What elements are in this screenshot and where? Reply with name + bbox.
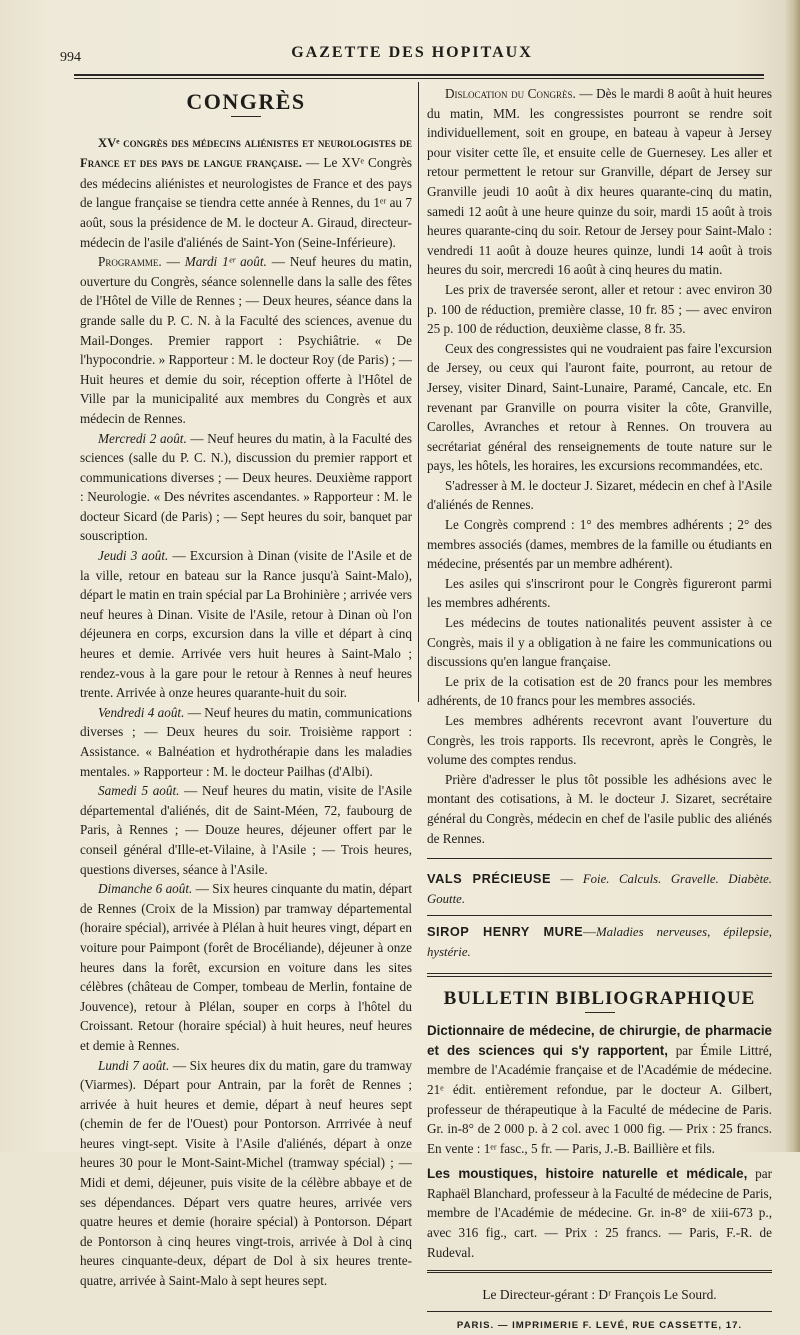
- header-rule-thin: [74, 78, 764, 79]
- bulletin-title: BULLETIN BIBLIOGRAPHIQUE: [443, 987, 756, 1009]
- dimanche-text: Six heures cinquante du matin, départ de Rennes (Croix de la Mission) par tramway départemental (horaire spécial), arrivée à Plélan à huit heures vingt, départ en voiture pour Paimpont (forêt de Brocéliande), déjeuner à onze heures dans la forêt, excursion en voiture dans les sites célèbres (château de Comper, tombeau de Merlin, fontaine de Jouvence), retour à Plélan, souper en corps à l'hôtel du Croissant. Retour (horaire spécial) à huit heures, neuf heures et demie à Rennes.: [80, 881, 412, 1053]
- lundi-label: Lundi 7 août.: [98, 1057, 170, 1073]
- page-number: 994: [60, 50, 81, 65]
- jeudi-paragraph: Jeudi 3 août. — Excursion à Dinan (visite de l'Asile et de la ville, retour en bateau sur la Rance jusqu'à Saint-Malo), départ le matin en train spécial par La Brohinière ; arrivée vers neuf heures à Dinan. Visite de l'Asile, retour à Dinan où l'on déjeunera en corps, excursion dans la ville et départ à cinq heures et demie. Arrivée vers huit heures à Saint-Malo ; rendez-vous à la gare pour le retour à Rennes à neuf heures trente. Arrivée à onze heures quarante-huit du soir.: [80, 548, 412, 701]
- advert-sirop-brand: SIROP HENRY MURE: [427, 924, 584, 940]
- bib-entry-dictionnaire-text: par Émile Littré, membre de l'Académie française et de l'Académie de médecine. 21ᵉ édit. entièrement refondue, par le docteur A. Gilbert, professeur de thérapeutique à la Faculté de médecine de Paris. Gr. in-8° de 2 000 p. à 2 col. avec 1 000 fig. — Prix : 25 francs. En vente : 1ᵉʳ fasc., 5 fr. — Paris, J.-B. Baillière et fils.: [427, 1042, 773, 1156]
- page-header: [60, 42, 764, 72]
- samedi-label: Samedi 5 août.: [98, 783, 180, 799]
- advert-sirop: SIROP HENRY MURE—Maladies nerveuses, épilepsie, hystérie.: [427, 924, 772, 959]
- ad-rule-middle: [427, 915, 772, 916]
- dislocation-paragraph: Dislocation du Congrès. — Dès le mardi 8 août à huit heures du matin, MM. les congressistes pourront se rendre soit individuellement, soit en groupe, en bateau à vapeur à Jersey pour visiter cette île, et ensuite celle de Guernesey. Les aller et retour permettent le retour sur Granville, départ de Jersey sur Granville jeudi 10 août à dix heures quarante-cinq du matin, samedi 12 août à une heure quinze du soir, mardi 15 août à trois heures quarante-cinq du soir. Retour de Jersey pour Saint-Malo : vendredi 11 août à douze heures quinze, lundi 14 août à trois heures du soir, mercredi 16 août à cinq heures du matin.: [427, 86, 772, 278]
- ceux-paragraph: Ceux des congressistes qui ne voudraient pas faire l'excursion de Jersey, ou ceux qui l'auront faite, pourront, au retour de Jersey, visiter Dinard, Saint-Lunaire, Paramé, Cancale, etc. En revenant par Granville on pourra visiter la côte, Granville, Carolles, Avranches et retour à Rennes. On trouvera au secrétariat général des renseignements de toute nature sur le pays, les hôtels, les horaires, les excursions recommandées, etc.: [427, 340, 772, 474]
- advert-vals: VALS PRÉCIEUSE — Foie. Calculs. Gravelle. Diabète. Goutte.: [427, 871, 773, 906]
- bib-entry-dictionnaire-lead: [427, 1021, 772, 1158]
- printer-rule: [427, 1311, 772, 1312]
- lundi-text: Six heures dix du matin, gare du tramway (Viarmes). Départ pour Antrain, par la forêt de Rennes ; arrivée à huit heures et demie, départ à neuf heures sept (chemin de fer de l'Ouest) pour Pontorson. Arrrivée à neuf heures vingt-sept. Visite à l'Asile d'aliénés, départ à onze heures 30 pour le Mont-Saint-Michel (tramway spécial) ; — Midi et demi, déjeuner, puis visite de la célèbre abbaye et de ses dépendances. Départ vers quatre heures, arrivée vers quatre heures et demie (horaire spécial) à Pontorson. Départ de Pontorson à cinq heures vingt-trois, arrivée à Dol à cinq heures cinquante-deux, départ de Dol à six heures trente-quatre, arrivée à Saint-Malo à sept heures sept.: [80, 1057, 413, 1289]
- printer-credit: PARIS. — IMPRIMERIE F. LEVÉ, RUE CASSETTE, 17.: [456, 1319, 743, 1331]
- mercredi-label: Mercredi 2 août.: [98, 430, 187, 446]
- advert-vals-brand: VALS PRÉCIEUSE: [427, 871, 552, 887]
- column-divider: [418, 82, 419, 702]
- dislocation-text: Dès le mardi 8 août à huit heures du matin, MM. les congressistes pourront se rendre soit individuellement, soit en groupe, en bateau à vapeur à Jersey pour visiter cette île, et ensuite celle de Guernesey. Les aller et retour permettent le retour sur Granville, départ de Jersey sur Granville jeudi 10 août à dix heures quarante-cinq du matin, samedi 12 août à une heure quinze du soir, mardi 15 août à trois heures quarante-cinq du soir. Retour de Jersey pour Saint-Malo : vendredi 11 août à douze heures quinze, lundi 14 août à trois heures du soir, mercredi 16 août à cinq heures du matin.: [427, 86, 772, 278]
- congress-paragraph: XVᵉ congrès des médecins aliénistes et neurologistes de France et des pays de langue française. — Le XVᵉ Congrès des médecins aliénistes et neurologistes de France et des pays de langue française se tiendra cette année à Rennes, du 1ᵉʳ au 7 août, sous la présidence de M. le docteur A. Giraud, directeur-médecin de l'asile d'aliénés de Saint-Yon (Seine-Inférieure).: [80, 135, 412, 250]
- medecins-paragraph: Les médecins de toutes nationalités peuvent assister à ce Congrès, mais il y a obligation à ne faire les communications ou discussions qu'en langue française.: [427, 615, 772, 670]
- header-rule: [74, 74, 764, 76]
- journal-title: GAZETTE DES HOPITAUX: [291, 44, 533, 61]
- mardi-text: Neuf heures du matin, ouverture du Congrès, séance solennelle dans la salle des fêtes de l'Hôtel de Ville de Rennes ; — Deux heures, séance dans la grande salle du P. C. N. à la Faculté des sciences, avenue du Mail-Donges. Premier rapport : Psychiâtrie. « De l'hypocondrie. » Rapporteur : M. le docteur Roy (de Paris) ; — Huit heures et demie du soir, réception offerte à l'Hôtel de Ville par la municipalité aux membres du Congrès et aux médecin de Rennes.: [80, 254, 413, 426]
- bib-entry-dictionnaire: [427, 1021, 772, 1158]
- dimanche-label: Dimanche 6 août.: [98, 881, 193, 897]
- congress-intro: Le XVᵉ Congrès des médecins aliénistes et neurologistes de France et des pays de langue française se tiendra cette année à Rennes, du 1ᵉʳ au 7 août, sous la présidence de M. le docteur A. Giraud, directeur-médecin de l'asile d'aliénés de Saint-Yon (Seine-Inférieure).: [80, 155, 412, 250]
- footer-rule: [427, 1270, 772, 1273]
- samedi-paragraph: Samedi 5 août. — Neuf heures du matin, visite de l'Asile départemental d'aliénés, dit de Saint-Méen, 72, faubourg de Paris, à Rennes ; — Douze heures, déjeuner offert par le conseil général d'Ille-et-Vilaine, à l'Asile ; — Trois heures, questions diverses, séance à l'Asile.: [80, 783, 412, 877]
- lundi-paragraph: Lundi 7 août. — Six heures dix du matin, gare du tramway (Viarmes). Départ pour Antrain, par la forêt de Rennes ; arrivée à huit heures et demie, départ à neuf heures sept (chemin de fer de l'Ouest) pour Pontorson. Arrrivée à neuf heures vingt-sept. Visite à l'Asile d'aliénés, départ à onze heures 30 pour le Mont-Saint-Michel (tramway spécial) ; — Midi et demi, déjeuner, puis visite de la célèbre abbaye et de ses dépendances. Départ vers quatre heures, arrivée vers quatre heures et demie (horaire spécial) à Pontorson. Départ de Pontorson à cinq heures vingt-trois, arrivée à Dol à cinq heures cinquante-deux, départ de Dol à six heures trente-quatre, arrivée à Saint-Malo à sept heures sept.: [80, 1057, 413, 1289]
- comprend-paragraph: Le Congrès comprend : 1° des membres adhérents ; 2° des membres associés (dames, membres de la famille ou étudiants en médecine, présentés par un membre adhérent).: [427, 517, 772, 572]
- mardi-label: Mardi 1ᵉʳ août.: [184, 254, 267, 270]
- adresser-paragraph: S'adresser à M. le docteur J. Sizaret, médecin en chef à l'Asile d'aliénés de Rennes.: [427, 477, 772, 513]
- director-credit: Le Directeur-gérant : Dʳ François Le Sourd.: [482, 1287, 717, 1303]
- vendredi-label: Vendredi 4 août.: [98, 704, 185, 720]
- mercredi-paragraph: Mercredi 2 août. — Neuf heures du matin, à la Faculté des sciences (salle du P. C. N.), discussion du premier rapport et communications diverses ; — Deux heures. Deuxième rapport : Neurologie. « Des névrites ascendantes. » Rapporteur : M. le docteur Sicard (de Paris) ; — Sept heures du soir, banquet par souscription.: [80, 430, 413, 544]
- left-column: [80, 84, 412, 1291]
- title-underline: [231, 116, 261, 117]
- jeudi-text: Excursion à Dinan (visite de l'Asile et de la ville, retour en bateau sur la Rance jusqu'à Saint-Malo), départ le matin en train spécial par La Brohinière ; arrivée vers neuf heures à Dinan. Visite de l'Asile, retour à Dinan où l'on déjeunera en corps, excursion dans la ville et départ à cinq heures et demie. Arrivée vers huit heures à Saint-Malo ; rendez-vous à la gare pour le retour à Rennes à neuf heures trente. Arrivée à onze heures quarante-huit du soir.: [80, 548, 412, 701]
- congress-heading: XVᵉ congrès des médecins aliénistes et neurologistes de France et des pays de langue française.: [80, 135, 412, 171]
- cotisation-paragraph: Le prix de la cotisation est de 20 francs pour les membres adhérents, de 10 francs pour les membres associés.: [427, 673, 772, 709]
- bib-entry-dictionnaire-title: Dictionnaire de médecine, de chirurgie, de pharmacie et des sciences qui s'y rapportent,: [427, 1023, 772, 1058]
- bib-entry-moustiques: [427, 1164, 772, 1262]
- dimanche-paragraph: Dimanche 6 août. — Six heures cinquante du matin, départ de Rennes (Croix de la Mission) par tramway départemental (horaire spécial), arrivée à Plélan à huit heures vingt, départ en voiture pour Paimpont (forêt de Brocéliande), déjeuner à onze heures dans la forêt, excursion en voiture dans les sites célèbres (château de Comper, tombeau de Merlin, fontaine de Jouvence), retour à Plélan, souper en corps à l'hôtel du Croissant. Retour (horaire spécial) à huit heures, neuf heures et demie à Rennes.: [80, 881, 412, 1053]
- advert-vals-text: Foie. Calculs. Gravelle. Diabète. Goutte.: [427, 872, 773, 906]
- jeudi-label: Jeudi 3 août.: [98, 548, 169, 564]
- page-edge-shadow: [784, 0, 800, 1152]
- ad-rule-top: [427, 858, 772, 859]
- asiles-paragraph: Les asiles qui s'inscriront pour le Congrès figureront parmi les membres adhérents.: [427, 575, 772, 611]
- prix-paragraph: Les prix de traversée seront, aller et retour : avec environ 30 p. 100 de réduction, première classe, 10 fr. 85 ; — avec environ 25 p. 100 de réduction, deuxième classe, 8 fr. 35.: [427, 281, 772, 337]
- samedi-text: Neuf heures du matin, visite de l'Asile départemental d'aliénés, dit de Saint-Méen, 72, faubourg de Paris, à Rennes ; — Douze heures, déjeuner offert par le conseil général d'Ille-et-Vilaine, à l'Asile ; — Trois heures, questions diverses, séance à l'Asile.: [80, 783, 412, 877]
- right-column: [427, 84, 772, 1335]
- section-title-congres: CONGRÈS: [186, 89, 306, 114]
- bib-entry-moustiques-title: Les moustiques, histoire naturelle et médicale,: [427, 1166, 748, 1182]
- recevront-paragraph: Les membres adhérents recevront avant l'ouverture du Congrès, les trois rapports. Ils recevront, après le Congrès, le volume des comptes rendus.: [427, 713, 772, 768]
- bib-entry-moustiques-text: par Raphaël Blanchard, professeur à la Faculté de médecine de Paris, membre de l'Académie de médecine. Gr. in-8° de xiii-673 p., avec 316 fig., cart. — Prix : 25 francs. — Paris, F.-R. de Rudeval.: [427, 1166, 772, 1260]
- vendredi-text: Neuf heures du matin, communications diverses ; — Deux heures du soir. Troisième rapport : Assistance. « Balnéation et hydrothérapie dans les maladies mentales. » Rapporteur : M. le docteur Pailhas (d'Albi).: [80, 704, 412, 779]
- dislocation-label: Dislocation du Congrès.: [445, 86, 576, 101]
- ad-rule-bottom: [427, 973, 772, 977]
- advert-sirop-text: Maladies nerveuses, épilepsie, hystérie.: [427, 925, 772, 959]
- mercredi-text: Neuf heures du matin, à la Faculté des sciences (salle du P. C. N.), discussion du premier rapport et communications diverses ; — Deux heures. Deuxième rapport : Neurologie. « Des névrites ascendantes. » Rapporteur : M. le docteur Sicard (de Paris) ; — Sept heures du soir, banquet par souscription.: [80, 430, 413, 544]
- programme-label: Programme.: [98, 254, 162, 270]
- priere-paragraph: Prière d'adresser le plus tôt possible les adhésions avec le montant des cotisations, à M. le docteur J. Sizaret, secrétaire général du Congrès, médecin en chef de l'asile public des aliénés de Rennes.: [427, 771, 772, 846]
- programme-paragraph: Programme. — Mardi 1ᵉʳ août. — Neuf heures du matin, ouverture du Congrès, séance solennelle dans la salle des fêtes de l'Hôtel de Ville de Rennes ; — Deux heures, séance dans la grande salle du P. C. N. à la Faculté des sciences, avenue du Mail-Donges. Premier rapport : Psychiâtrie. « De l'hypocondrie. » Rapporteur : M. le docteur Roy (de Paris) ; — Huit heures et demie du soir, réception offerte à l'Hôtel de Ville par la municipalité aux membres du Congrès et aux médecin de Rennes.: [80, 254, 413, 426]
- bib-entry-moustiques-lead: [427, 1164, 772, 1262]
- bulletin-underline: [585, 1012, 615, 1013]
- vendredi-paragraph: Vendredi 4 août. — Neuf heures du matin, communications diverses ; — Deux heures du soir. Troisième rapport : Assistance. « Balnéation et hydrothérapie dans les maladies mentales. » Rapporteur : M. le docteur Pailhas (d'Albi).: [80, 704, 412, 779]
